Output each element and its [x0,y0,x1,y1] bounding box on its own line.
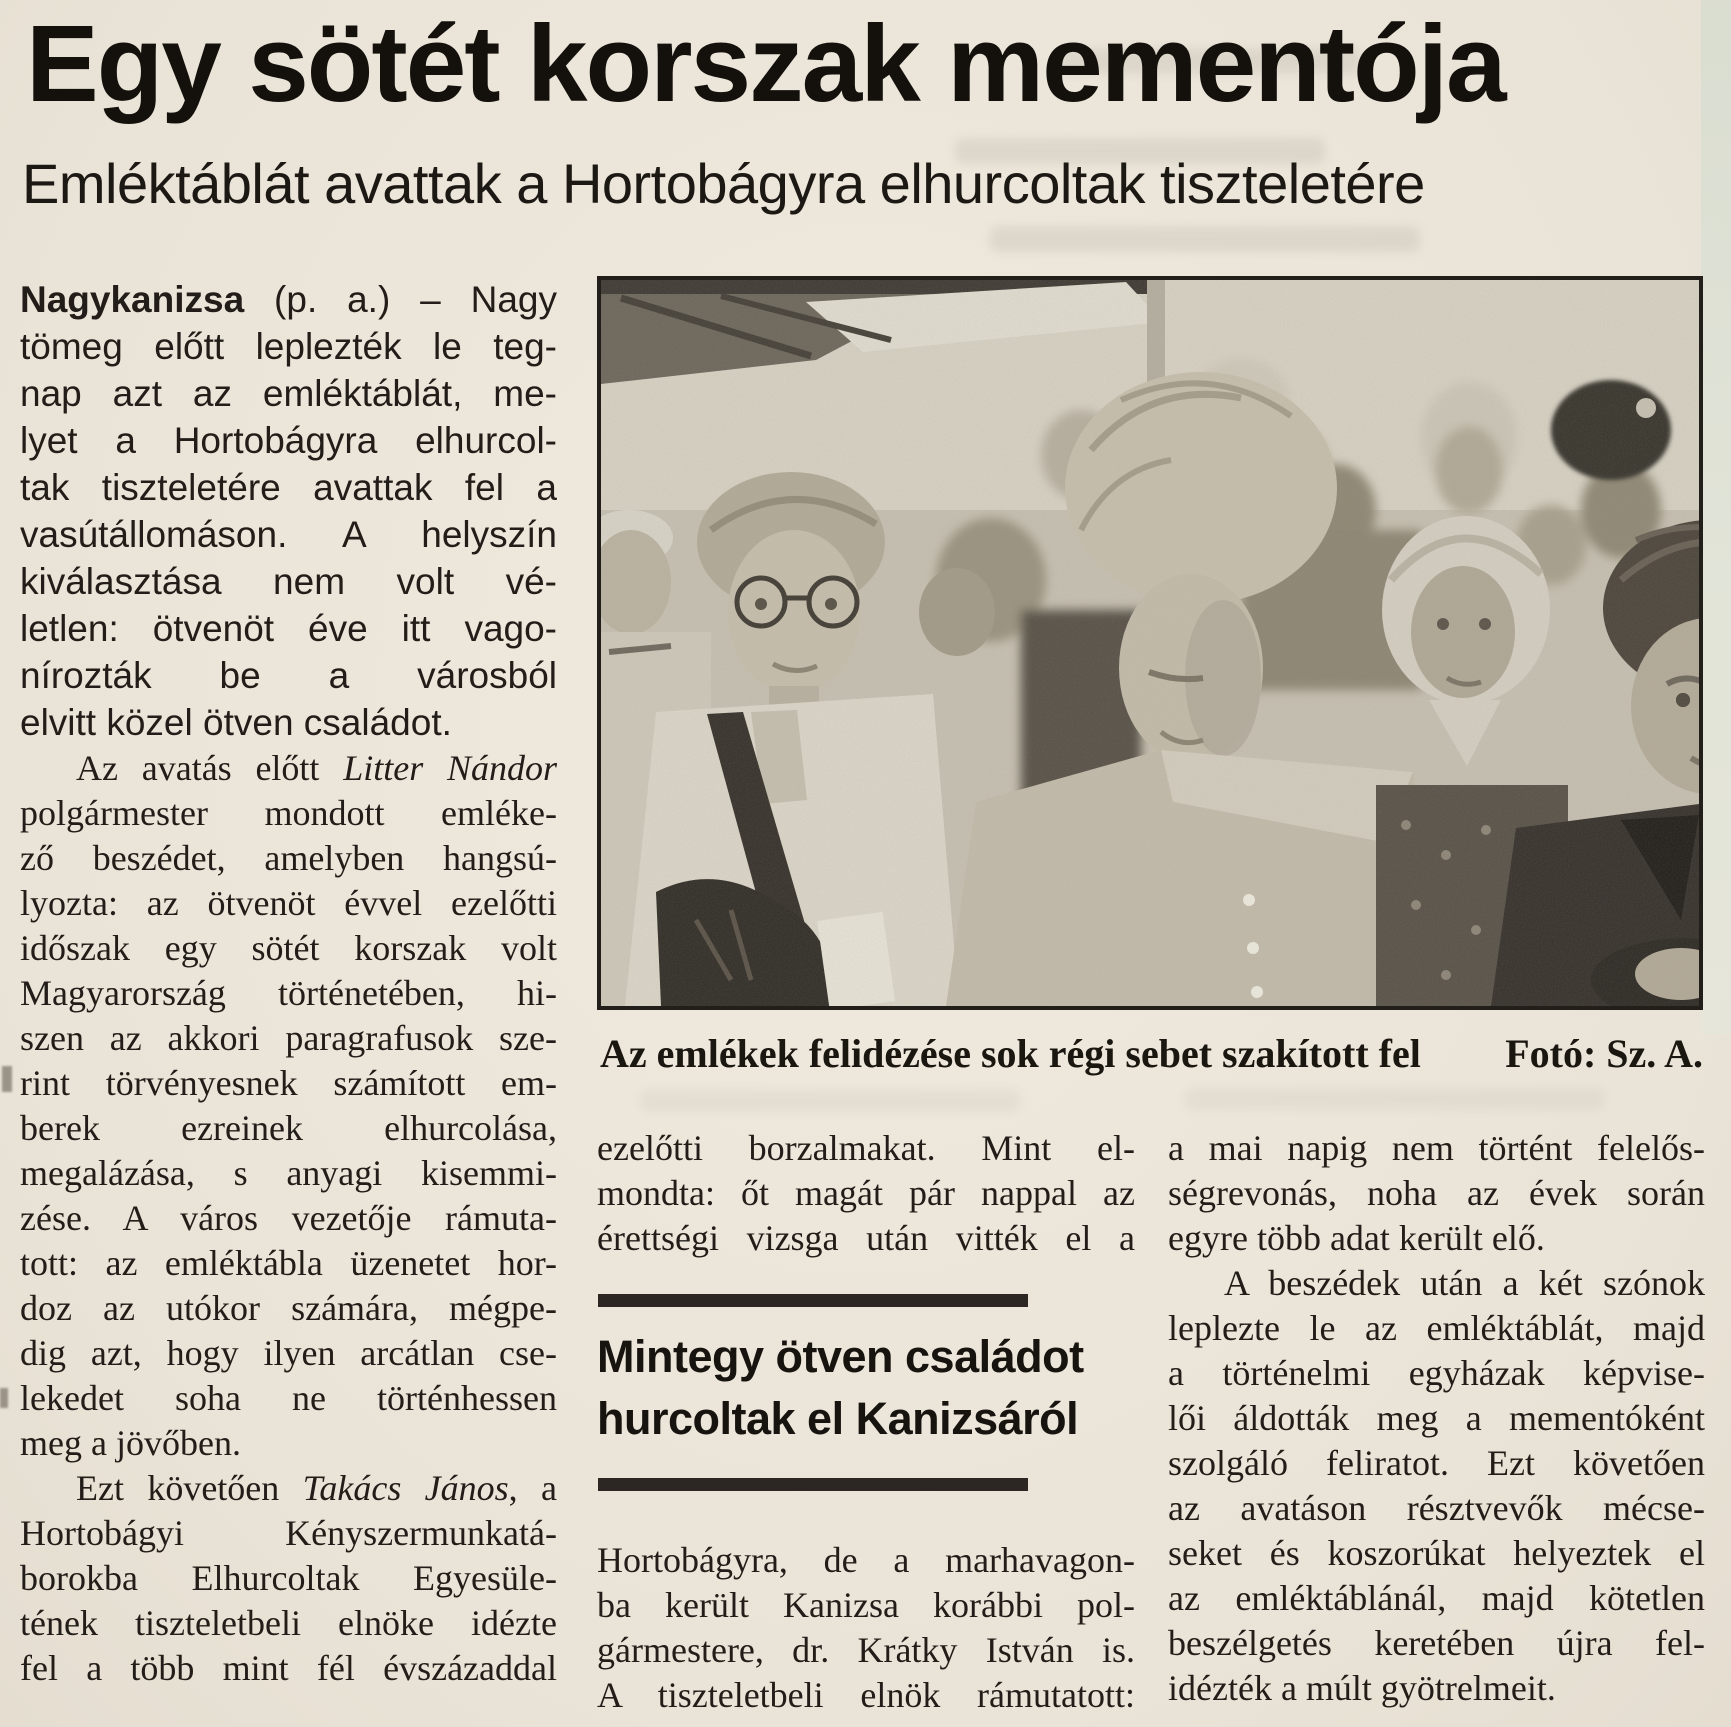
text-line: ezelőtti borzalmakat. Mint el- [597,1128,1135,1168]
text-line: az emléktáblánál, majd kötetlen [1168,1578,1705,1618]
text-line: zése. A város vezetője rámuta- [20,1198,557,1238]
text-line: tének tiszteletbeli elnöke idézte [20,1603,557,1643]
bleedthrough-artifact [990,226,1420,252]
text-line: kiválasztása nem volt vé- [20,561,557,602]
text-line: dig azt, hogy ilyen arcátlan cse- [20,1333,557,1373]
text-line: Nagykanizsa (p. a.) – Nagy [20,279,557,320]
text-line: ző beszédet, amelyben hangsú- [20,838,557,878]
text-line: rint törvényesnek számított em- [20,1063,557,1103]
text-line: borokba Elhurcoltak Egyesüle- [20,1558,557,1598]
text-line: egyre több adat került elő. [1168,1218,1545,1258]
text-line: vasútállomáson. A helyszín [20,514,557,555]
text-line: az avatáson résztvevők mécse- [1168,1488,1705,1528]
text-line: polgármester mondott emléke- [20,793,557,833]
text-line: tak tiszteletére avattak fel a [20,467,557,508]
photo-caption: Az emlékek felidézése sok régi sebet szakított fel [600,1031,1421,1076]
text-line: ségrevonás, noha az évek során [1168,1173,1705,1213]
text-line: nap azt az emléktáblát, me- [20,373,557,414]
crosshead [597,1326,1142,1450]
middle-column-top [597,1126,1135,1261]
text-line: Magyarország történetében, hi- [20,973,557,1013]
text-line: lyozta: az ötvenöt évvel ezelőtti [20,883,557,923]
text-line: A beszédek után a két szónok [1224,1263,1705,1303]
text-line: lekedet soha ne történhessen [20,1378,557,1418]
text-line: lyet a Hortobágyra elhurcol- [20,420,557,461]
text-line: megalázása, s anyagi kisemmi- [20,1153,557,1193]
text-line: Az avatás előtt Litter Nándor [76,748,557,788]
text-line: érettségi vizsga után vitték el a [597,1218,1135,1258]
text-line: nírozták be a városból [20,655,557,696]
text-line: Ezt követően Takács János, a [76,1468,558,1508]
text-line: beszélgetés keretében újra fel- [1168,1623,1705,1663]
article-photo [597,276,1703,1010]
bleedthrough-artifact [640,1090,1020,1112]
article-subheadline: Emléktáblát avattak a Hortobágyra elhurcoltak tiszteletére [22,152,1425,215]
text-line: a mai napig nem történt felelős- [1168,1128,1705,1168]
crosshead-rule-bottom [598,1478,1028,1491]
paragraph [1168,1261,1705,1711]
text-line: ba került Kanizsa korábbi pol- [597,1585,1135,1625]
text-line: meg a jövőben. [20,1423,241,1463]
text-line: Hortobágyi Kényszermunkatá- [20,1513,557,1553]
left-column [20,276,557,1691]
text-line: szen az akkori paragrafusok sze- [20,1018,557,1058]
paragraph [1168,1126,1705,1261]
text-line: tömeg előtt leplezték le teg- [20,326,557,367]
text-line: doz az utókor számára, mégpe- [20,1288,557,1328]
text-line: elvitt közel ötven családot. [20,702,452,743]
photo-credit: Fotó: Sz. A. [1505,1031,1703,1076]
bleedthrough-artifact [1185,1088,1605,1110]
paragraph [20,1466,557,1691]
middle-column-bottom [597,1538,1135,1718]
crowd-photo-illustration [601,280,1699,1006]
paragraph [597,1126,1135,1261]
crosshead-line-1: Mintegy ötven családot [597,1331,1084,1382]
text-line: szolgáló feliratot. Ezt követően [1168,1443,1705,1483]
text-line: A tiszteletbeli elnök rámutatott: [597,1675,1135,1715]
text-line: idézték a múlt gyötrelmeit. [1168,1668,1556,1708]
text-line: gármestere, dr. Krátky István is. [597,1630,1135,1670]
photo-caption-row [600,1030,1703,1077]
text-line: leplezte le az emléktáblát, majd [1168,1308,1705,1348]
text-line: mondta: őt magát pár nappal az [597,1173,1135,1213]
article-headline: Egy sötét korszak mementója [26,3,1505,125]
text-line: tott: az emléktábla üzenetet hor- [20,1243,557,1283]
text-line: berek ezreinek elhurcolása, [20,1108,557,1148]
text-line: seket és koszorúkat helyeztek el [1168,1533,1705,1573]
text-line: fel a több mint fél évszázaddal [20,1648,557,1688]
scan-speck [0,1388,8,1408]
paragraph [20,746,557,1466]
text-line: a történelmi egyházak képvise- [1168,1353,1705,1393]
text-line: letlen: ötvenöt éve itt vago- [20,608,557,649]
paragraph [597,1538,1135,1718]
text-line: időszak egy sötét korszak volt [20,928,557,968]
scan-speck [2,1066,12,1092]
paragraph [20,276,557,746]
text-line: Hortobágyra, de a marhavagon- [597,1540,1135,1580]
text-line: lői áldották meg a mementóként [1168,1398,1705,1438]
crosshead-line-2: hurcoltak el Kanizsáról [597,1393,1079,1444]
crosshead-rule-top [598,1294,1028,1307]
right-column [1168,1126,1705,1711]
